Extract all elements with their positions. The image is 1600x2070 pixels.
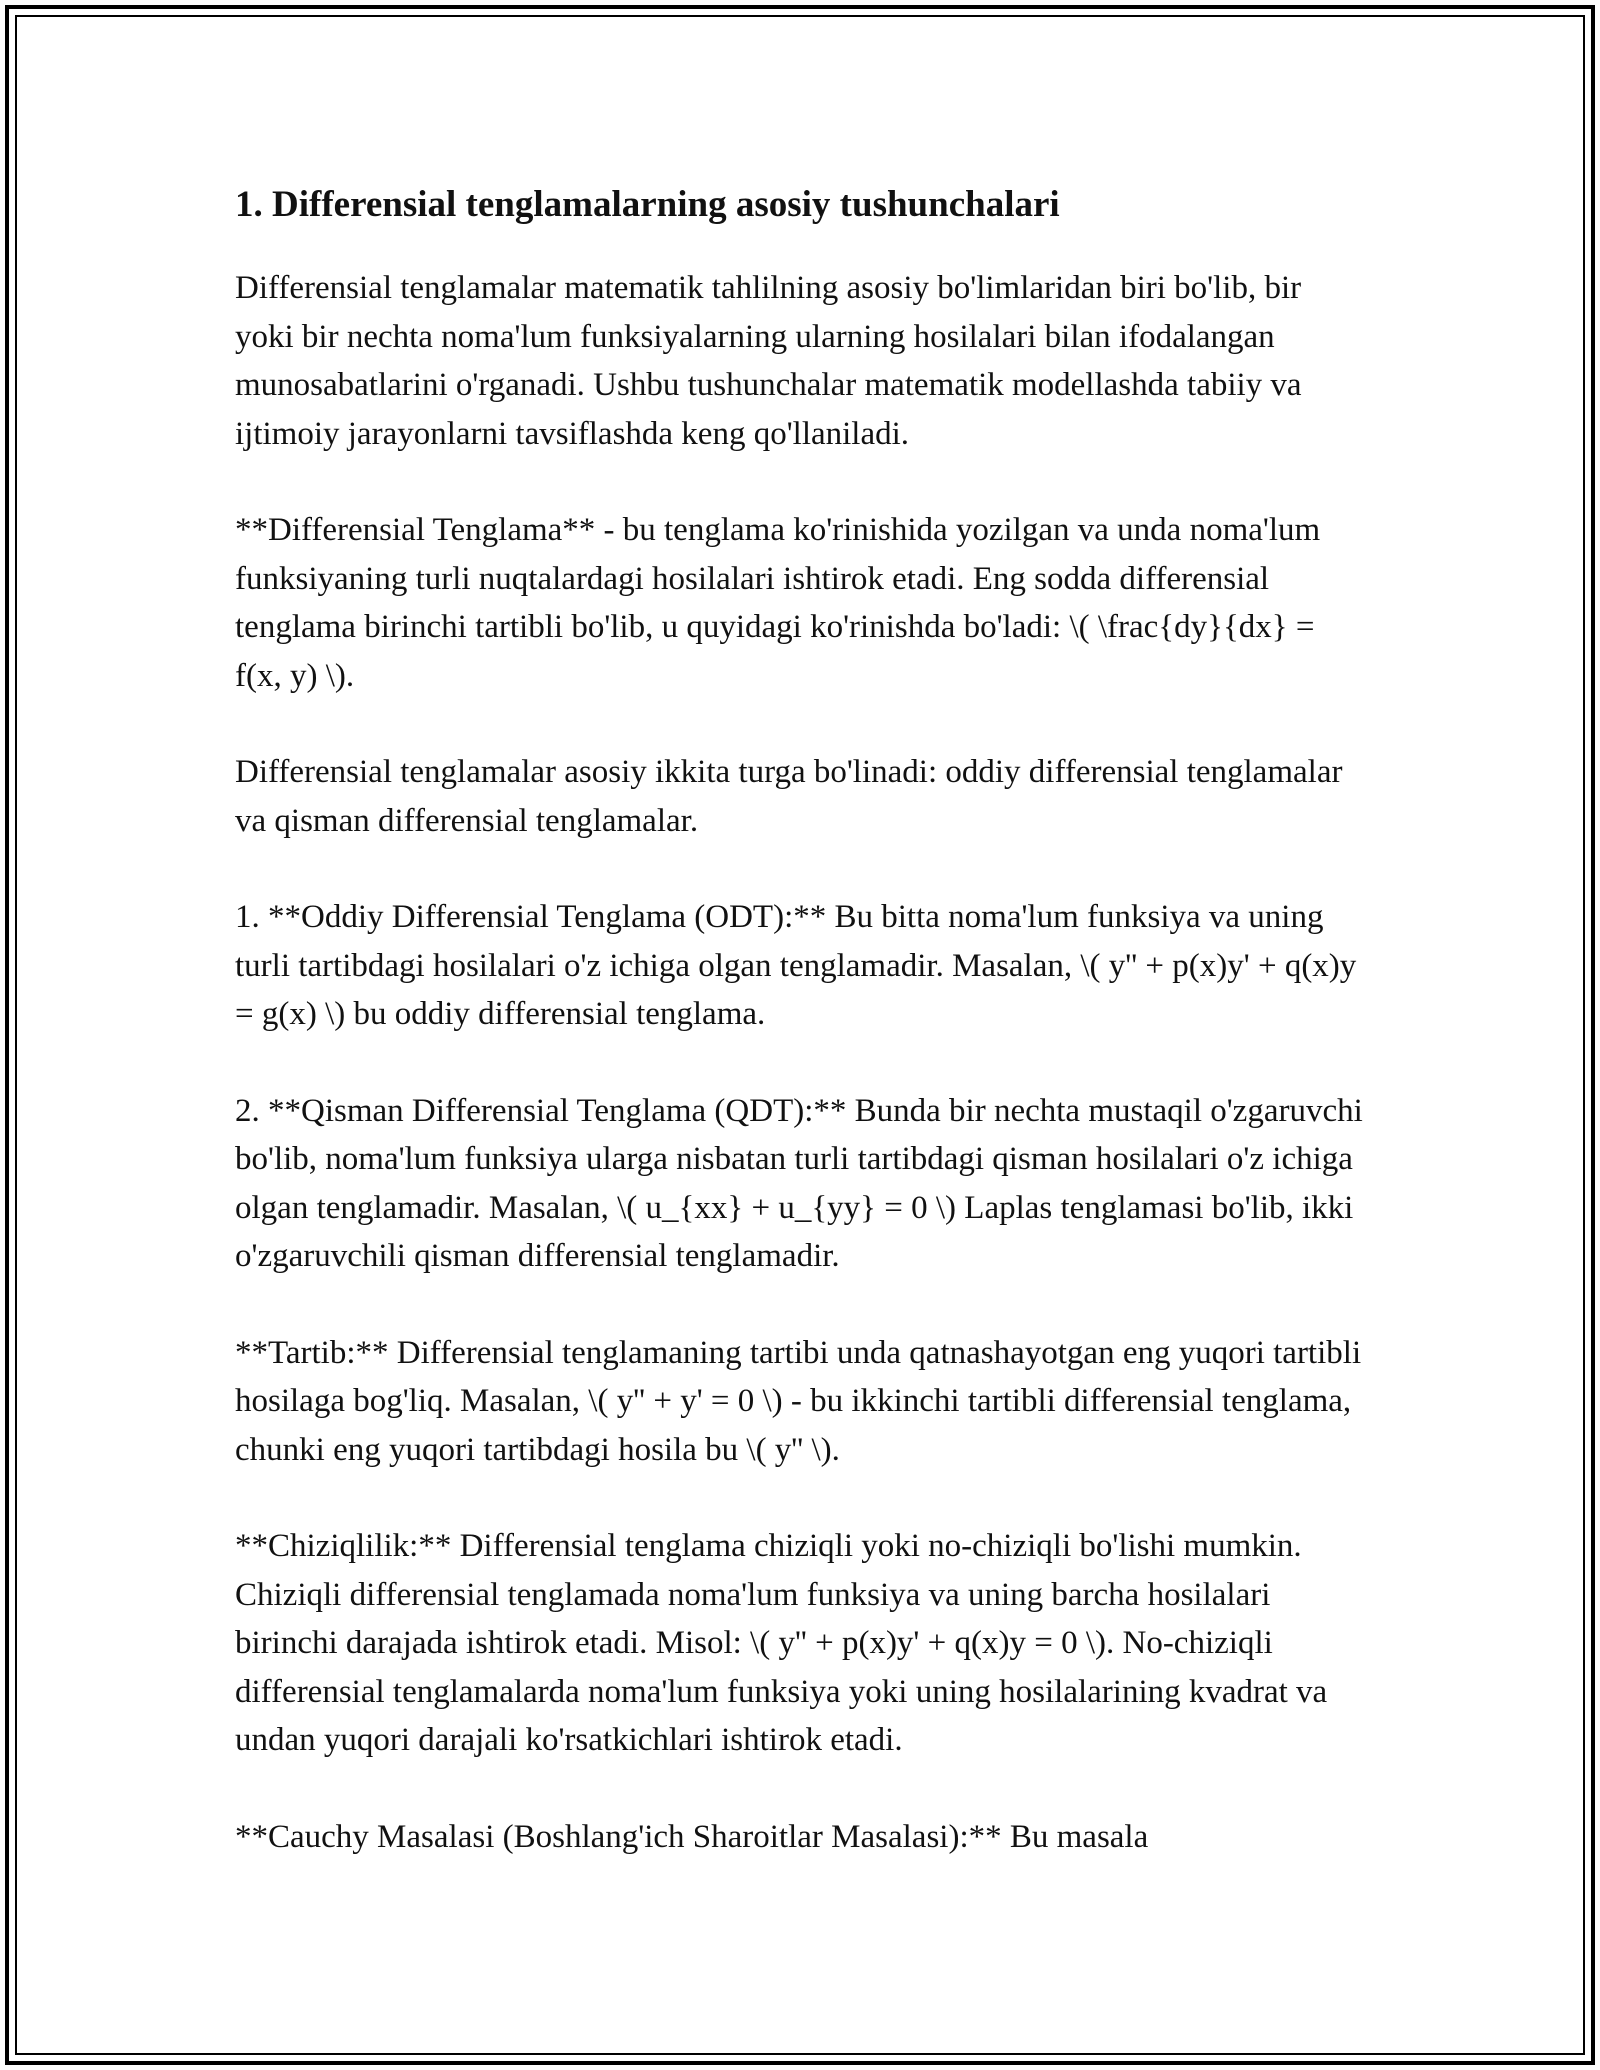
paragraph-qdt: 2. **Qisman Differensial Tenglama (QDT):** Bunda bir nechta mustaqil o'zgaruvchi bo'lib, noma'lum funksiya ularga nisbatan turli tartibdagi qisman hosilalari o'z ichiga olgan tenglamadir. Masalan, \( u_{xx} + u_{yy} = 0 \) Laplas tenglamasi bo'lib, ikki o'zgaruvchili qisman differensial tenglamadir. [235,1092,1363,1274]
paragraph-types: Differensial tenglamalar asosiy ikkita turga bo'linadi: oddiy differensial tenglamalar va qisman differensial tenglamalar. [235,754,1343,839]
document-body [235,180,1365,1909]
paragraph-order: **Tartib:** Differensial tenglamaning tartibi unda qatnashayotgan eng yuqori tartibli hosilaga bog'liq. Masalan, \( y'' + y' = 0 \) - bu ikkinchi tartibli differensial tenglama, chunki eng yuqori tartibdagi hosila bu \( y'' \). [235,1334,1362,1468]
paragraph-cauchy: **Cauchy Masalasi (Boshlang'ich Sharoitlar Masalasi):** Bu masala [235,1818,1149,1855]
paragraph-definition: **Differensial Tenglama** - bu tenglama ko'rinishida yozilgan va unda noma'lum funksiyaning turli nuqtalardagi hosilalari ishtirok etadi. Eng sodda differensial tenglama birinchi tartibli bo'lib, u quyidagi ko'rinishda bo'ladi: \( \frac{dy}{dx} = f(x, y) \). [235,512,1321,694]
paragraph-linearity: **Chiziqlilik:** Differensial tenglama chiziqli yoki no-chiziqli bo'lishi mumkin. Chiziqli differensial tenglamada noma'lum funksiya va uning barcha hosilalari birinchi darajada ishtirok etadi. Misol: \( y'' + p(x)y' + q(x)y = 0 \). No-chiziqli differensial tenglamalarda noma'lum funksiya yoki uning hosilalarining kvadrat va undan yuqori darajali ko'rsatkichlari ishtirok etadi. [235,1528,1328,1758]
section-heading: 1. Differensial tenglamalarning asosiy tushunchalari [235,184,1060,225]
paragraph-intro: Differensial tenglamalar matematik tahlilning asosiy bo'limlaridan biri bo'lib, bir yoki bir nechta noma'lum funksiyalarning ularning hosilalari bilan ifodalangan munosabatlarini o'rganadi. Ushbu tushunchalar matematik modellashda tabiiy va ijtimoiy jarayonlarni tavsiflashda keng qo'llaniladi. [235,270,1302,452]
paragraph-odt: 1. **Oddiy Differensial Tenglama (ODT):** Bu bitta noma'lum funksiya va uning turli tartibdagi hosilalari o'z ichiga olgan tenglamadir. Masalan, \( y'' + p(x)y' + q(x)y = g(x) \) bu oddiy differensial tenglama. [235,899,1357,1032]
